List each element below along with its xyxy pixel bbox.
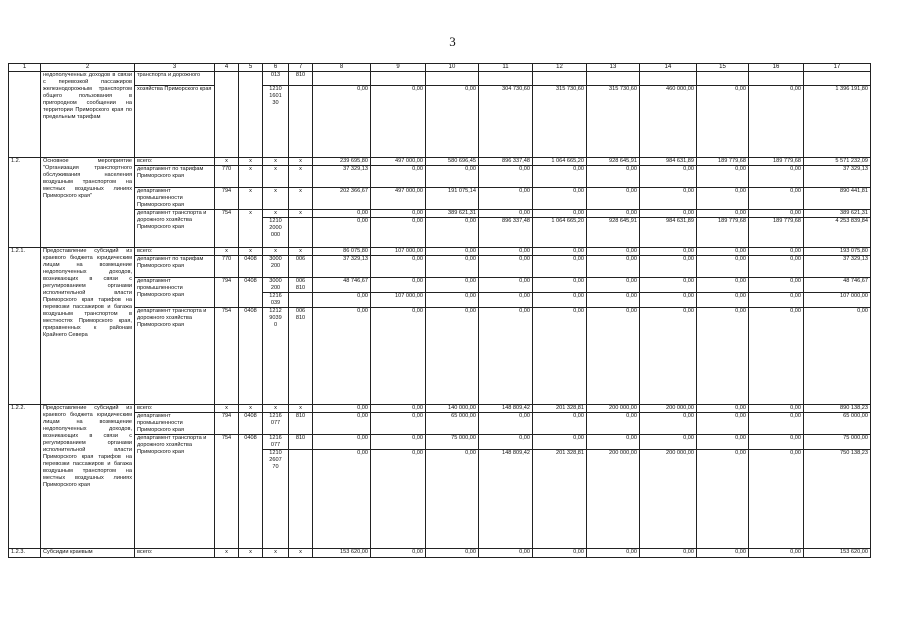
table-row bbox=[9, 166, 871, 188]
section-code: x bbox=[239, 166, 263, 188]
value-cell: 1 064 665,20 bbox=[533, 218, 587, 248]
value-cell: 153 620,00 bbox=[804, 549, 871, 558]
value-cell: 0,00 bbox=[533, 188, 587, 210]
value-cell bbox=[313, 72, 371, 86]
table-row bbox=[9, 435, 871, 450]
value-cell: 191 075,14 bbox=[426, 188, 479, 210]
value-cell: 0,00 bbox=[697, 549, 749, 558]
value-cell: 239 695,80 bbox=[313, 158, 371, 166]
value-cell: 189 779,68 bbox=[697, 158, 749, 166]
value-cell: 304 730,60 bbox=[479, 86, 533, 158]
value-cell: 0,00 bbox=[697, 435, 749, 450]
expense-type: 006 810 bbox=[289, 278, 313, 293]
value-cell: 0,00 bbox=[749, 293, 804, 308]
target-code: 1210 2607 70 bbox=[263, 450, 289, 549]
value-cell: 37 329,13 bbox=[804, 256, 871, 278]
value-cell: 0,00 bbox=[749, 405, 804, 413]
target-code: 1216 039 bbox=[263, 293, 289, 308]
value-cell: 0,00 bbox=[749, 308, 804, 405]
value-cell: 48 746,67 bbox=[804, 278, 871, 293]
value-cell: 0,00 bbox=[371, 210, 426, 218]
header-col-4: 4 bbox=[215, 64, 239, 72]
value-cell: 189 779,68 bbox=[697, 218, 749, 248]
grbs-code: x bbox=[215, 248, 239, 256]
header-col-11: 11 bbox=[479, 64, 533, 72]
section-code: x bbox=[239, 210, 263, 248]
value-cell: 0,00 bbox=[371, 405, 426, 413]
executor: всего: bbox=[135, 405, 215, 413]
value-cell: 0,00 bbox=[587, 413, 640, 435]
table-row bbox=[9, 549, 871, 558]
value-cell: 75 000,00 bbox=[426, 435, 479, 450]
value-cell: 189 779,68 bbox=[749, 158, 804, 166]
target-code: x bbox=[263, 248, 289, 256]
table-row bbox=[9, 278, 871, 293]
value-cell: 0,00 bbox=[533, 210, 587, 218]
value-cell: 497 000,00 bbox=[371, 158, 426, 166]
value-cell: 0,00 bbox=[371, 308, 426, 405]
value-cell: 0,00 bbox=[697, 413, 749, 435]
grbs-code: 794 bbox=[215, 278, 239, 308]
grbs-code: x bbox=[215, 158, 239, 166]
value-cell: 0,00 bbox=[587, 435, 640, 450]
table-row bbox=[9, 64, 871, 72]
value-cell: 0,00 bbox=[479, 256, 533, 278]
value-cell: 0,00 bbox=[697, 188, 749, 210]
header-col-3: 3 bbox=[135, 64, 215, 72]
expense-type: 810 bbox=[289, 72, 313, 86]
value-cell: 107 000,00 bbox=[371, 293, 426, 308]
target-code: 1212 9039 0 bbox=[263, 308, 289, 405]
value-cell: 0,00 bbox=[587, 256, 640, 278]
target-code: x bbox=[263, 210, 289, 218]
value-cell: 928 645,91 bbox=[587, 218, 640, 248]
value-cell: 0,00 bbox=[640, 210, 697, 218]
executor: департамент промышленности Приморского края bbox=[135, 188, 215, 210]
value-cell: 0,00 bbox=[640, 166, 697, 188]
value-cell bbox=[426, 72, 479, 86]
value-cell: 75 000,00 bbox=[804, 435, 871, 450]
value-cell: 0,00 bbox=[426, 218, 479, 248]
value-cell: 48 746,67 bbox=[313, 278, 371, 293]
value-cell: 0,00 bbox=[479, 248, 533, 256]
row-number: 1.2.3. bbox=[9, 549, 41, 558]
executor: департамент транспорта и дорожного хозяйства Приморского края bbox=[135, 435, 215, 549]
target-code: x bbox=[263, 158, 289, 166]
value-cell: 0,00 bbox=[749, 450, 804, 549]
expense-type: 006 810 bbox=[289, 308, 313, 405]
page-number: 3 bbox=[449, 34, 456, 49]
value-cell: 0,00 bbox=[313, 86, 371, 158]
value-cell: 0,00 bbox=[697, 256, 749, 278]
value-cell: 0,00 bbox=[371, 435, 426, 450]
value-cell: 193 075,80 bbox=[804, 248, 871, 256]
budget-table bbox=[8, 63, 871, 558]
expense-type: 810 bbox=[289, 435, 313, 450]
value-cell: 0,00 bbox=[479, 188, 533, 210]
value-cell: 0,00 bbox=[533, 549, 587, 558]
grbs-code: 754 bbox=[215, 435, 239, 549]
executor: департамент транспорта и дорожного хозяйства Приморского края bbox=[135, 210, 215, 248]
value-cell: 0,00 bbox=[587, 248, 640, 256]
header-col-8: 8 bbox=[313, 64, 371, 72]
value-cell: 189 779,68 bbox=[749, 218, 804, 248]
value-cell: 65 000,00 bbox=[804, 413, 871, 435]
value-cell: 0,00 bbox=[313, 450, 371, 549]
value-cell bbox=[697, 72, 749, 86]
value-cell: 0,00 bbox=[479, 549, 533, 558]
executor: транспорта и дорожного bbox=[135, 72, 215, 86]
grbs-code: x bbox=[215, 549, 239, 558]
section-code: x bbox=[239, 158, 263, 166]
section-code: x bbox=[239, 188, 263, 210]
table-row bbox=[9, 210, 871, 218]
section-code: 0408 bbox=[239, 256, 263, 278]
value-cell: 389 621,31 bbox=[426, 210, 479, 218]
value-cell: 1 064 665,20 bbox=[533, 158, 587, 166]
grbs-code: 770 bbox=[215, 256, 239, 278]
value-cell: 0,00 bbox=[313, 308, 371, 405]
value-cell: 0,00 bbox=[371, 549, 426, 558]
value-cell: 0,00 bbox=[804, 308, 871, 405]
value-cell: 0,00 bbox=[749, 188, 804, 210]
executor: департамент по тарифам Приморского края bbox=[135, 256, 215, 278]
target-code: x bbox=[263, 166, 289, 188]
value-cell bbox=[479, 72, 533, 86]
item-description: Предоставление субсидий из краевого бюджета юридическим лицам на возмещение недополученных доходов, возникающих в связи с регулированием органами исполнительной власти Приморского края тарифов на перевозки пассажиров и багажа воздушным транспортом в местностях Приморского края, приравненных к районам Крайнего Севера bbox=[41, 248, 135, 405]
header-col-7: 7 bbox=[289, 64, 313, 72]
value-cell: 0,00 bbox=[426, 450, 479, 549]
grbs-code: 754 bbox=[215, 308, 239, 405]
expense-type bbox=[289, 450, 313, 549]
value-cell: 0,00 bbox=[749, 549, 804, 558]
value-cell: 0,00 bbox=[749, 278, 804, 293]
value-cell: 200 000,00 bbox=[587, 405, 640, 413]
value-cell: 0,00 bbox=[371, 256, 426, 278]
value-cell: 928 645,91 bbox=[587, 158, 640, 166]
value-cell: 0,00 bbox=[313, 293, 371, 308]
value-cell: 200 000,00 bbox=[587, 450, 640, 549]
item-description: Основное мероприятие "Организация транспортного обслуживания населения воздушным транспортом на местных воздушных линиях Приморского края" bbox=[41, 158, 135, 248]
header-col-1: 1 bbox=[9, 64, 41, 72]
table-row bbox=[9, 405, 871, 413]
value-cell: 140 000,00 bbox=[426, 405, 479, 413]
value-cell bbox=[533, 72, 587, 86]
section-code: x bbox=[239, 248, 263, 256]
header-col-9: 9 bbox=[371, 64, 426, 72]
value-cell: 0,00 bbox=[533, 293, 587, 308]
value-cell: 0,00 bbox=[587, 210, 640, 218]
value-cell: 315 730,60 bbox=[587, 86, 640, 158]
value-cell: 580 696,45 bbox=[426, 158, 479, 166]
value-cell: 0,00 bbox=[749, 248, 804, 256]
value-cell: 5 571 232,09 bbox=[804, 158, 871, 166]
header-col-10: 10 bbox=[426, 64, 479, 72]
value-cell: 0,00 bbox=[697, 308, 749, 405]
value-cell bbox=[587, 72, 640, 86]
item-description: Субсидии краевым bbox=[41, 549, 135, 558]
value-cell: 389 621,31 bbox=[804, 210, 871, 218]
value-cell: 37 329,13 bbox=[804, 166, 871, 188]
target-code: 1216 077 bbox=[263, 435, 289, 450]
value-cell: 0,00 bbox=[587, 293, 640, 308]
value-cell: 0,00 bbox=[640, 293, 697, 308]
value-cell: 0,00 bbox=[587, 188, 640, 210]
grbs-code: 794 bbox=[215, 188, 239, 210]
value-cell bbox=[371, 72, 426, 86]
value-cell: 0,00 bbox=[371, 413, 426, 435]
target-code: 1210 2000 000 bbox=[263, 218, 289, 248]
target-code: x bbox=[263, 405, 289, 413]
target-code: x bbox=[263, 549, 289, 558]
value-cell: 984 631,89 bbox=[640, 158, 697, 166]
value-cell: 890 441,81 bbox=[804, 188, 871, 210]
executor: всего: bbox=[135, 158, 215, 166]
value-cell: 896 337,48 bbox=[479, 158, 533, 166]
value-cell: 0,00 bbox=[371, 278, 426, 293]
value-cell: 0,00 bbox=[640, 188, 697, 210]
value-cell: 107 000,00 bbox=[804, 293, 871, 308]
table-row bbox=[9, 308, 871, 405]
header-col-12: 12 bbox=[533, 64, 587, 72]
value-cell: 0,00 bbox=[479, 210, 533, 218]
target-code: x bbox=[263, 188, 289, 210]
header-col-17: 17 bbox=[804, 64, 871, 72]
expense-type: 810 bbox=[289, 413, 313, 435]
executor: всего: bbox=[135, 549, 215, 558]
section-code bbox=[239, 72, 263, 158]
value-cell: 0,00 bbox=[479, 278, 533, 293]
expense-type bbox=[289, 86, 313, 158]
value-cell: 0,00 bbox=[640, 435, 697, 450]
expense-type: x bbox=[289, 210, 313, 218]
expense-type: x bbox=[289, 166, 313, 188]
value-cell: 0,00 bbox=[697, 293, 749, 308]
value-cell: 0,00 bbox=[426, 248, 479, 256]
value-cell: 0,00 bbox=[426, 308, 479, 405]
section-code: 0408 bbox=[239, 278, 263, 308]
grbs-code: 794 bbox=[215, 413, 239, 435]
value-cell: 0,00 bbox=[313, 435, 371, 450]
header-col-16: 16 bbox=[749, 64, 804, 72]
value-cell: 0,00 bbox=[697, 450, 749, 549]
target-code: 1210 1601 30 bbox=[263, 86, 289, 158]
grbs-code: 770 bbox=[215, 166, 239, 188]
value-cell: 0,00 bbox=[640, 278, 697, 293]
value-cell: 497 000,00 bbox=[371, 188, 426, 210]
value-cell: 86 075,80 bbox=[313, 248, 371, 256]
value-cell: 0,00 bbox=[749, 210, 804, 218]
target-code: 3000 200 bbox=[263, 256, 289, 278]
expense-type: x bbox=[289, 158, 313, 166]
executor: департамент промышленности Приморского края bbox=[135, 278, 215, 308]
value-cell: 202 366,67 bbox=[313, 188, 371, 210]
value-cell: 0,00 bbox=[371, 218, 426, 248]
table-row bbox=[9, 158, 871, 166]
table-row bbox=[9, 86, 871, 158]
value-cell: 0,00 bbox=[749, 86, 804, 158]
value-cell: 0,00 bbox=[479, 435, 533, 450]
executor: департамент по тарифам Приморского края bbox=[135, 166, 215, 188]
target-code: 3000 200 bbox=[263, 278, 289, 293]
value-cell: 0,00 bbox=[640, 308, 697, 405]
item-description: недополученных доходов в связи с перевозкой пассажиров железнодорожным транспортом общего пользования в пригородном сообщении на территории Приморского края по предельным тарифам bbox=[41, 72, 135, 158]
value-cell: 0,00 bbox=[426, 86, 479, 158]
value-cell: 0,00 bbox=[533, 413, 587, 435]
value-cell: 0,00 bbox=[479, 293, 533, 308]
value-cell: 0,00 bbox=[697, 210, 749, 218]
section-code: 0408 bbox=[239, 435, 263, 549]
expense-type: x bbox=[289, 248, 313, 256]
value-cell: 460 000,00 bbox=[640, 86, 697, 158]
section-code: 0408 bbox=[239, 413, 263, 435]
executor: хозяйства Приморского края bbox=[135, 86, 215, 158]
row-number: 1.2. bbox=[9, 158, 41, 248]
expense-type: 006 bbox=[289, 256, 313, 278]
grbs-code bbox=[215, 72, 239, 158]
row-number: 1.2.1. bbox=[9, 248, 41, 405]
target-code: 013 bbox=[263, 72, 289, 86]
table-row bbox=[9, 248, 871, 256]
expense-type: x bbox=[289, 549, 313, 558]
value-cell: 0,00 bbox=[533, 278, 587, 293]
header-col-2: 2 bbox=[41, 64, 135, 72]
value-cell: 0,00 bbox=[587, 308, 640, 405]
value-cell: 107 000,00 bbox=[371, 248, 426, 256]
row-number: 1.2.2. bbox=[9, 405, 41, 549]
value-cell: 0,00 bbox=[697, 405, 749, 413]
value-cell: 0,00 bbox=[479, 413, 533, 435]
value-cell: 148 809,42 bbox=[479, 450, 533, 549]
value-cell: 0,00 bbox=[479, 308, 533, 405]
header-col-14: 14 bbox=[640, 64, 697, 72]
value-cell: 0,00 bbox=[533, 256, 587, 278]
value-cell: 0,00 bbox=[697, 278, 749, 293]
executor: всего: bbox=[135, 248, 215, 256]
value-cell: 984 631,89 bbox=[640, 218, 697, 248]
expense-type: x bbox=[289, 405, 313, 413]
value-cell: 0,00 bbox=[533, 435, 587, 450]
value-cell: 0,00 bbox=[587, 278, 640, 293]
expense-type bbox=[289, 293, 313, 308]
value-cell: 0,00 bbox=[313, 218, 371, 248]
value-cell: 0,00 bbox=[697, 86, 749, 158]
grbs-code: 754 bbox=[215, 210, 239, 248]
value-cell: 0,00 bbox=[749, 166, 804, 188]
value-cell: 896 337,48 bbox=[479, 218, 533, 248]
value-cell: 0,00 bbox=[371, 166, 426, 188]
value-cell: 153 620,00 bbox=[313, 549, 371, 558]
value-cell: 0,00 bbox=[697, 248, 749, 256]
value-cell: 201 328,81 bbox=[533, 405, 587, 413]
expense-type: x bbox=[289, 188, 313, 210]
executor: департамент транспорта и дорожного хозяйства Приморского края bbox=[135, 308, 215, 405]
value-cell: 0,00 bbox=[533, 166, 587, 188]
executor: департамент промышленности Приморского края bbox=[135, 413, 215, 435]
header-col-5: 5 bbox=[239, 64, 263, 72]
value-cell: 4 253 839,84 bbox=[804, 218, 871, 248]
value-cell: 200 000,00 bbox=[640, 450, 697, 549]
table-row bbox=[9, 72, 871, 86]
value-cell: 0,00 bbox=[749, 435, 804, 450]
value-cell: 0,00 bbox=[313, 405, 371, 413]
row-number bbox=[9, 72, 41, 158]
value-cell: 0,00 bbox=[426, 256, 479, 278]
value-cell: 0,00 bbox=[426, 278, 479, 293]
value-cell: 0,00 bbox=[640, 413, 697, 435]
header-col-6: 6 bbox=[263, 64, 289, 72]
value-cell bbox=[749, 72, 804, 86]
section-code: 0408 bbox=[239, 308, 263, 405]
value-cell: 315 730,60 bbox=[533, 86, 587, 158]
value-cell: 0,00 bbox=[640, 549, 697, 558]
value-cell: 0,00 bbox=[313, 413, 371, 435]
value-cell: 0,00 bbox=[749, 413, 804, 435]
value-cell: 65 000,00 bbox=[426, 413, 479, 435]
value-cell: 201 328,81 bbox=[533, 450, 587, 549]
value-cell: 0,00 bbox=[640, 248, 697, 256]
value-cell: 148 809,42 bbox=[479, 405, 533, 413]
value-cell: 0,00 bbox=[587, 549, 640, 558]
value-cell: 0,00 bbox=[697, 166, 749, 188]
header-col-13: 13 bbox=[587, 64, 640, 72]
value-cell: 0,00 bbox=[587, 166, 640, 188]
value-cell: 0,00 bbox=[426, 549, 479, 558]
value-cell bbox=[804, 72, 871, 86]
table-row bbox=[9, 256, 871, 278]
value-cell: 750 138,23 bbox=[804, 450, 871, 549]
value-cell: 0,00 bbox=[371, 450, 426, 549]
value-cell: 0,00 bbox=[640, 256, 697, 278]
value-cell: 0,00 bbox=[533, 248, 587, 256]
item-description: Предоставление субсидий из краевого бюджета юридическим лицам на возмещение недополученных доходов, возникающих в связи с регулированием органами исполнительной власти Приморского края тарифов на перевозки пассажиров и багажа воздушным транспортом на местных воздушных линиях Приморского края bbox=[41, 405, 135, 549]
value-cell: 0,00 bbox=[749, 256, 804, 278]
grbs-code: x bbox=[215, 405, 239, 413]
value-cell: 37 329,13 bbox=[313, 166, 371, 188]
target-code: 1216 077 bbox=[263, 413, 289, 435]
value-cell: 200 000,00 bbox=[640, 405, 697, 413]
section-code: x bbox=[239, 549, 263, 558]
value-cell: 1 396 191,80 bbox=[804, 86, 871, 158]
value-cell: 0,00 bbox=[426, 166, 479, 188]
expense-type bbox=[289, 218, 313, 248]
value-cell: 0,00 bbox=[533, 308, 587, 405]
value-cell: 0,00 bbox=[426, 293, 479, 308]
table-row bbox=[9, 188, 871, 210]
section-code: x bbox=[239, 405, 263, 413]
value-cell: 0,00 bbox=[479, 166, 533, 188]
header-col-15: 15 bbox=[697, 64, 749, 72]
table-row bbox=[9, 413, 871, 435]
value-cell: 0,00 bbox=[371, 86, 426, 158]
value-cell: 37 329,13 bbox=[313, 256, 371, 278]
value-cell: 890 138,23 bbox=[804, 405, 871, 413]
value-cell: 0,00 bbox=[313, 210, 371, 218]
value-cell bbox=[640, 72, 697, 86]
